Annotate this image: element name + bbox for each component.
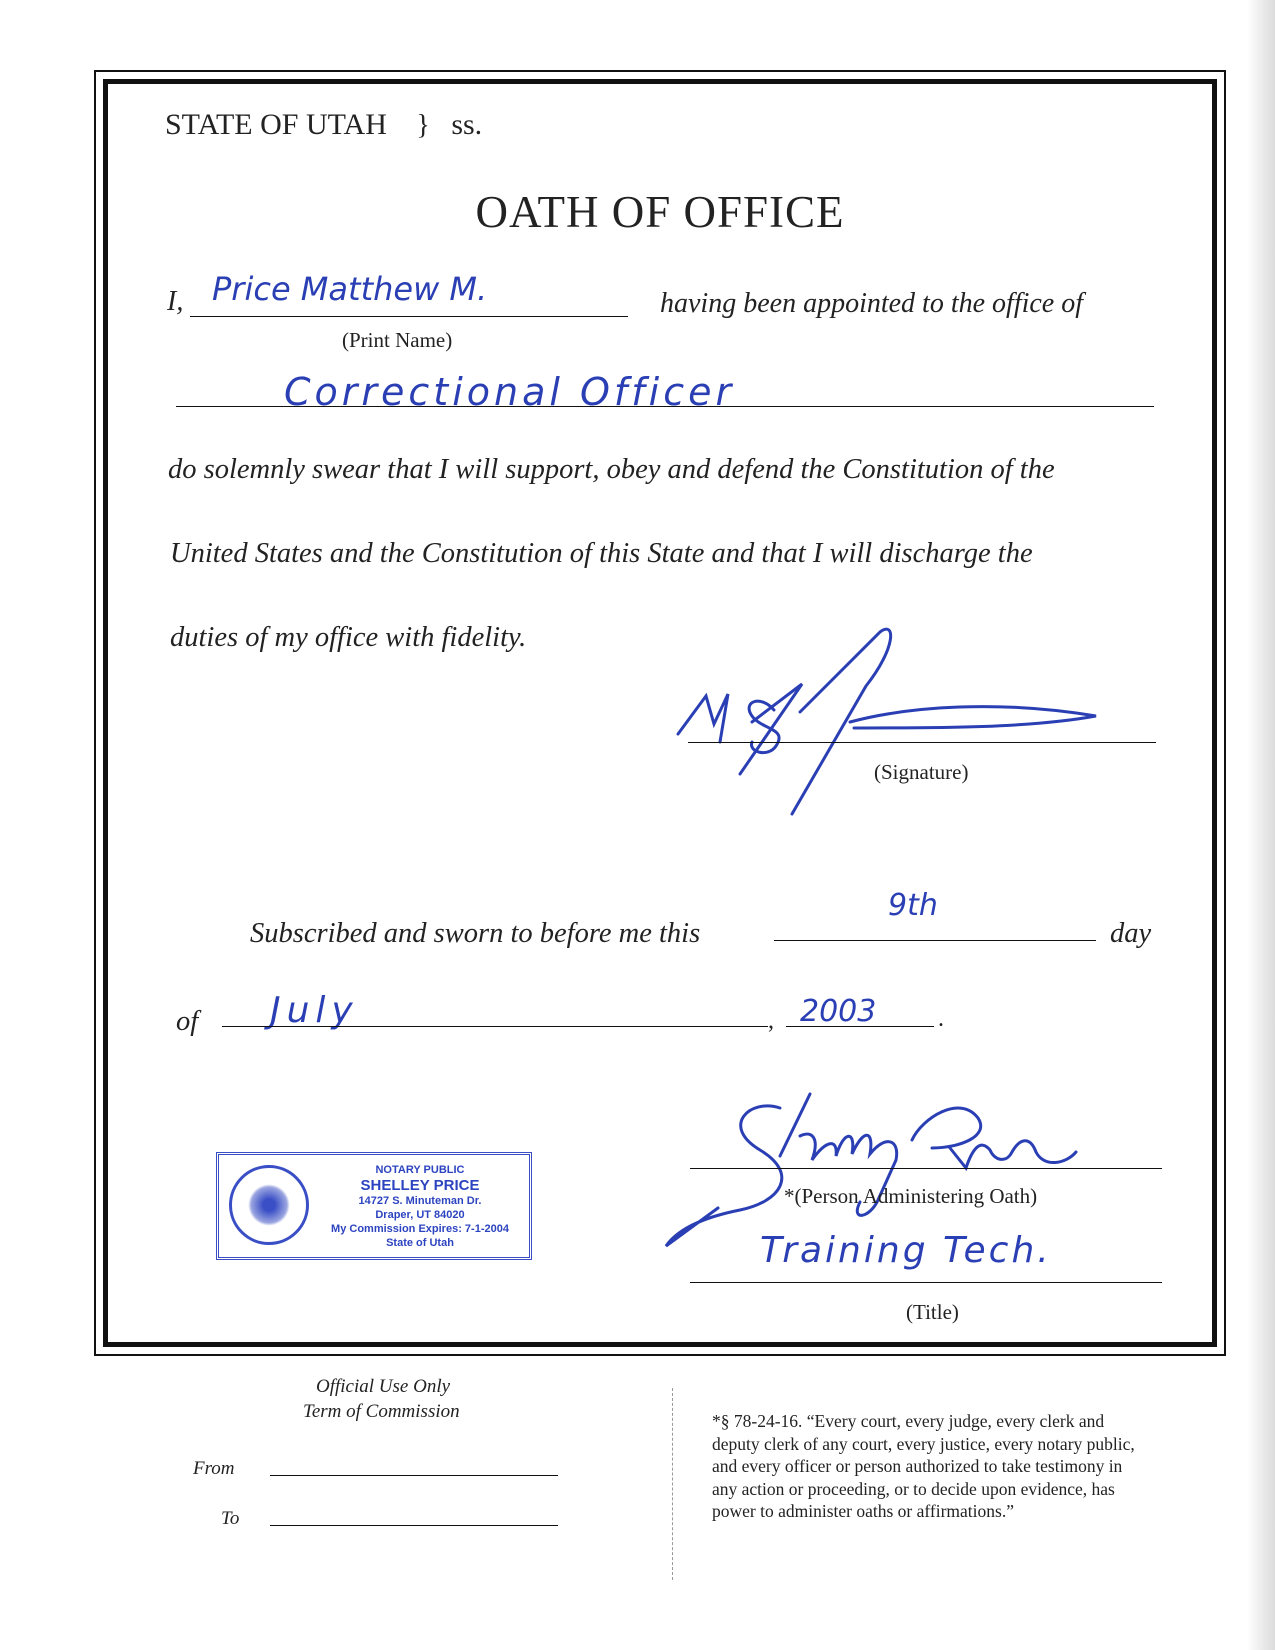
state-seal-emblem: [229, 1165, 309, 1245]
date-comma: ,: [768, 1008, 774, 1034]
signature-caption: (Signature): [874, 760, 969, 784]
day-label: day: [1110, 918, 1152, 949]
print-name-caption: (Print Name): [342, 328, 453, 352]
from-label: From: [193, 1458, 235, 1479]
oath-body-line-2: United States and the Constitution of this State and that I will discharge the: [170, 538, 1033, 569]
footnote-line-5: power to administer oaths or affirmations.”: [712, 1501, 1014, 1521]
brace-mark: }: [416, 110, 430, 141]
of-label: of: [176, 1006, 199, 1037]
notary-seal-stamp: [216, 1152, 532, 1260]
seal-line-expiry: My Commission Expires: 7-1-2004: [331, 1223, 509, 1235]
month-line: [222, 1026, 768, 1027]
handwritten-day: 9th: [888, 888, 938, 923]
state-name: STATE OF UTAH: [165, 108, 387, 141]
from-line: [270, 1475, 558, 1476]
to-label: To: [221, 1508, 240, 1529]
handwritten-month: July: [270, 990, 359, 1031]
sworn-intro: Subscribed and sworn to before me this: [250, 918, 701, 949]
seal-line-street: 14727 S. Minuteman Dr.: [358, 1195, 482, 1207]
footnote-line-4: any action or proceeding, or to decide upon evidence, has: [712, 1478, 1115, 1499]
ss-mark: ss.: [451, 108, 483, 141]
official-use-heading: Official Use Only: [316, 1376, 451, 1397]
year-line: [786, 1026, 934, 1027]
name-line: [190, 316, 628, 317]
day-line: [774, 940, 1096, 941]
title-caption: (Title): [906, 1300, 959, 1324]
footnote-line-2: deputy clerk of any court, every justice, every notary public,: [712, 1433, 1135, 1454]
footnote-line-1: *§ 78-24-16. “Every court, every judge, every clerk and: [712, 1411, 1105, 1431]
seal-line-city: Draper, UT 84020: [375, 1209, 465, 1221]
signature-line: [688, 742, 1156, 743]
seal-line-state: State of Utah: [386, 1237, 454, 1249]
office-line: [176, 406, 1154, 407]
administrator-signature-line: [690, 1168, 1162, 1169]
handwritten-year: 2003: [800, 994, 877, 1029]
handwritten-title: Training Tech.: [760, 1230, 1052, 1271]
appointed-text: having been appointed to the office of: [660, 288, 1084, 319]
seal-line-notary: NOTARY PUBLIC: [375, 1164, 465, 1176]
footnote-line-3: and every officer or person authorized to take testimony in: [712, 1456, 1123, 1476]
date-period: .: [938, 1006, 944, 1032]
page-edge: [1247, 0, 1275, 1650]
oath-body-line-1: do solemnly swear that I will support, obey and defend the Constitution of the: [168, 454, 1055, 485]
seal-line-name: SHELLEY PRICE: [360, 1177, 480, 1194]
section-divider: [672, 1388, 673, 1580]
title-line: [690, 1282, 1162, 1283]
pronoun-label: I,: [167, 286, 184, 317]
administrator-caption: *(Person Administering Oath): [784, 1184, 1038, 1208]
oath-taker-signature: [670, 624, 1110, 814]
statute-footnote: [712, 1410, 1135, 1523]
state-heading: [165, 108, 482, 142]
handwritten-name: Price Matthew M.: [212, 270, 488, 308]
term-of-commission-heading: Term of Commission: [303, 1401, 460, 1422]
oath-body-line-3: duties of my office with fidelity.: [170, 622, 527, 653]
administrator-signature: [660, 1090, 1080, 1250]
document-title: OATH OF OFFICE: [475, 187, 845, 237]
to-line: [270, 1525, 558, 1526]
handwritten-office: Correctional Officer: [284, 370, 736, 414]
